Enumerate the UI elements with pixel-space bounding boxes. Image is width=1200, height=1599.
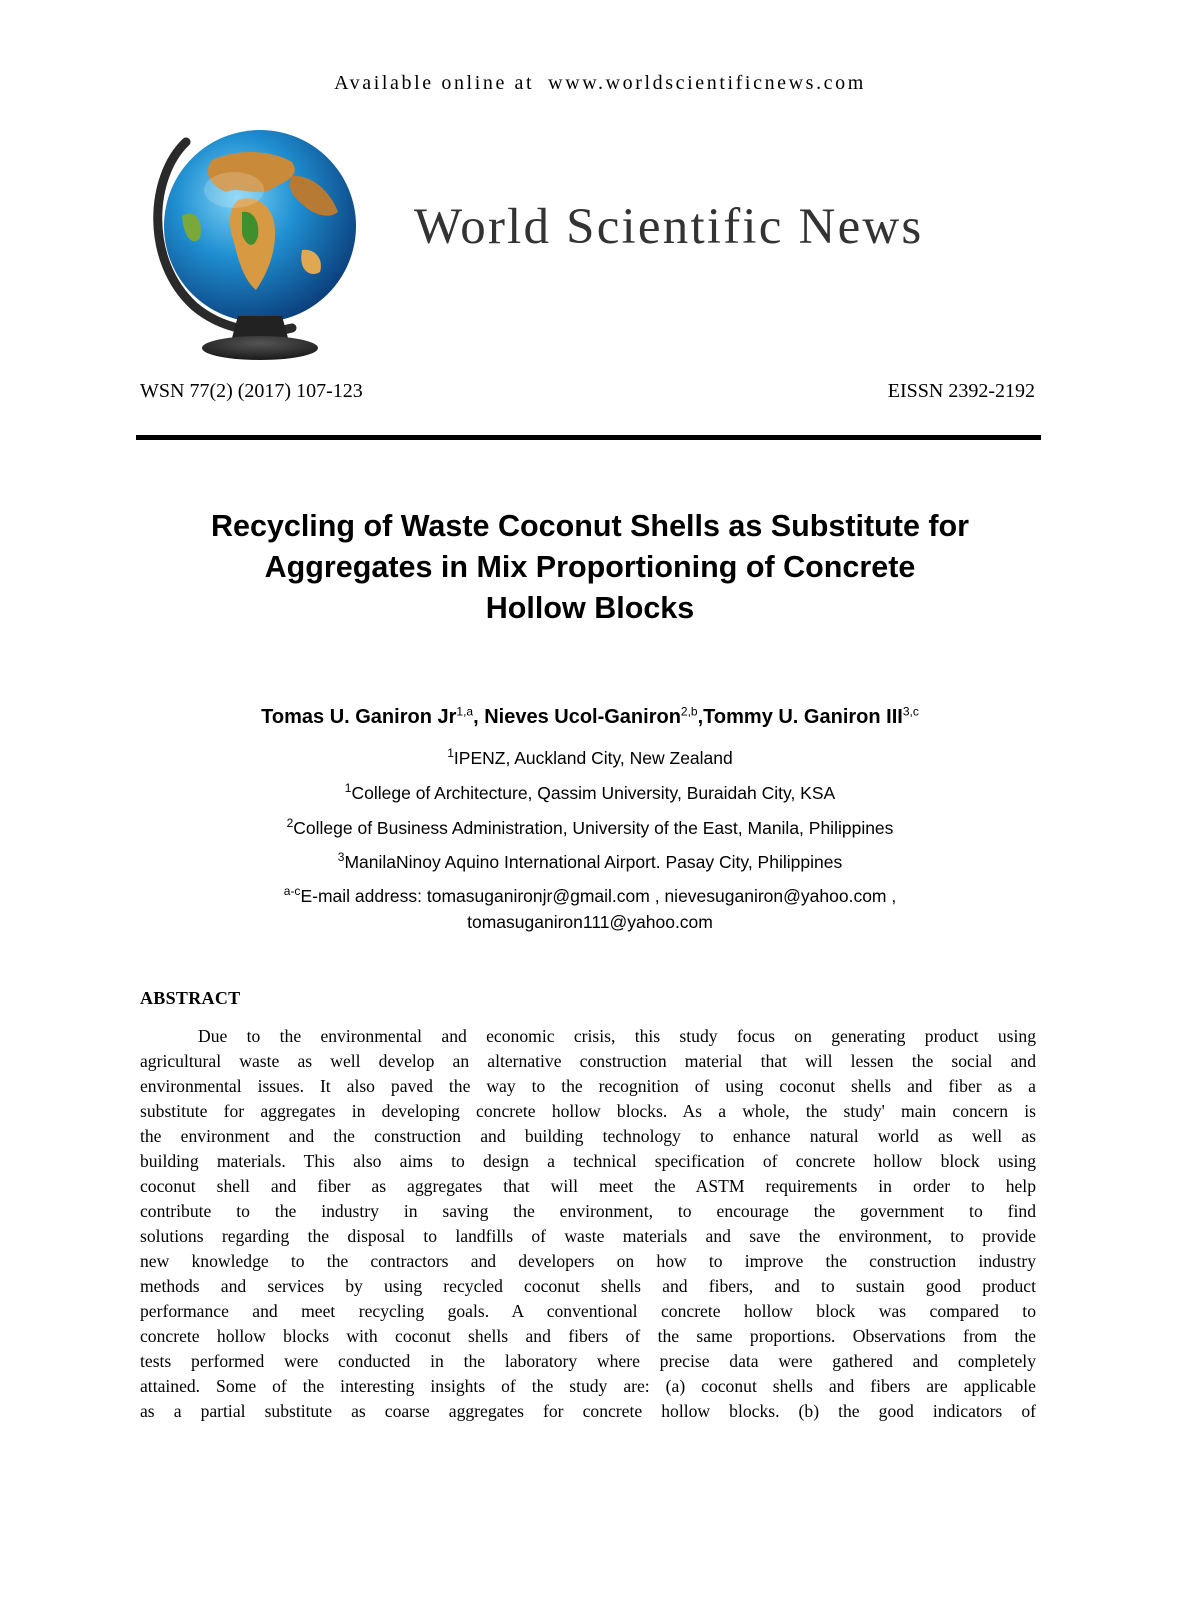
paper-title [100,506,1080,629]
email-superscript: a-c [283,884,301,899]
abstract-line: as a partial substitute as coarse aggregates for concrete hollow blocks. (b) the good indicators of [140,1401,1036,1421]
abstract-line: contribute to the industry in saving the environment, to encourage the government to find [140,1201,1036,1221]
affiliation-text: ManilaNinoy Aquino International Airport. Pasay City, Philippines [344,852,843,872]
affiliation [100,818,1080,839]
abstract-line: tests performed were conducted in the laboratory where precise data were gathered and completely [140,1351,1036,1371]
available-label: Available online at [334,72,535,94]
affiliation-text: College of Architecture, Qassim University, Buraidah City, KSA [351,783,836,803]
abstract-line: environmental issues. It also paved the way to the recognition of using coconut shells and fiber as a [140,1076,1036,1096]
affiliation-text: College of Business Administration, University of the East, Manila, Philippines [293,818,894,838]
abstract-line: coconut shell and fiber as aggregates that will meet the ASTM requirements in order to help [140,1176,1036,1196]
author-name: Nieves Ucol-Ganiron [484,706,681,728]
email-address[interactable]: tomasuganiron111@yahoo.com [467,912,713,932]
header-divider [136,435,1041,440]
author-separator: , [697,706,704,728]
abstract-line: concrete hollow blocks with coconut shells and fibers of the same proportions. Observations from the [140,1326,1036,1346]
affiliation-superscript: 3 [337,850,345,865]
title-line: Recycling of Waste Coconut Shells as Substitute for [210,509,970,543]
affiliation [100,783,1080,804]
author-separator: , [473,706,485,728]
abstract-line: new knowledge to the contractors and developers on how to improve the construction industry [140,1251,1036,1271]
abstract-line: methods and services by using recycled coconut shells and fibers, and to sustain good product [140,1276,1036,1296]
affiliation-superscript: 2 [286,816,294,831]
globe-icon [142,120,374,364]
abstract-line: Due to the environmental and economic crisis, this study focus on generating product using [198,1026,1036,1046]
email-line [100,886,1080,907]
title-line: Aggregates in Mix Proportioning of Concrete [264,550,916,584]
issue-citation: WSN 77(2) (2017) 107-123 [140,380,363,402]
abstract-heading: ABSTRACT [140,988,241,1008]
abstract-line: building materials. This also aims to design a technical specification of concrete hollow block using [140,1151,1036,1171]
affiliation-superscript: 1 [344,781,352,796]
author-superscript: 3,c [902,704,919,719]
abstract-line: performance and meet recycling goals. A conventional concrete hollow block was compared to [140,1301,1036,1321]
author-superscript: 1,a [456,704,474,719]
author-list [100,706,1080,729]
affiliation [100,852,1080,873]
abstract-body [140,1024,1036,1424]
affiliation [100,748,1080,769]
affiliation-superscript: 1 [447,746,454,761]
abstract-line: attained. Some of the interesting insights of the study are: (a) coconut shells and fibers are applicable [140,1376,1036,1396]
author-superscript: 2,b [680,704,698,719]
eissn-number: EISSN 2392-2192 [887,380,1035,402]
availability-line [0,72,1200,95]
abstract-line: the environment and the construction and building technology to enhance natural world as well as [140,1126,1036,1146]
author-name: Tomas U. Ganiron Jr [261,706,457,728]
title-line: Hollow Blocks [485,591,695,625]
abstract-line: agricultural waste as well develop an alternative construction material that will lessen the social and [140,1051,1036,1071]
journal-name: World Scientific News [414,199,924,255]
affiliation-text: IPENZ, Auckland City, New Zealand [453,748,733,768]
journal-url-link[interactable]: www.worldscientificnews.com [548,72,866,94]
email-line [100,912,1080,933]
email-addresses[interactable]: E-mail address: tomasuganironjr@gmail.com , nievesuganiron@yahoo.com , [300,886,897,906]
abstract-line: solutions regarding the disposal to landfills of waste materials and save the environment, to provide [140,1226,1036,1246]
abstract-line: substitute for aggregates in developing concrete hollow blocks. As a whole, the study' main concern is [140,1101,1036,1121]
author-name: Tommy U. Ganiron III [703,706,903,728]
